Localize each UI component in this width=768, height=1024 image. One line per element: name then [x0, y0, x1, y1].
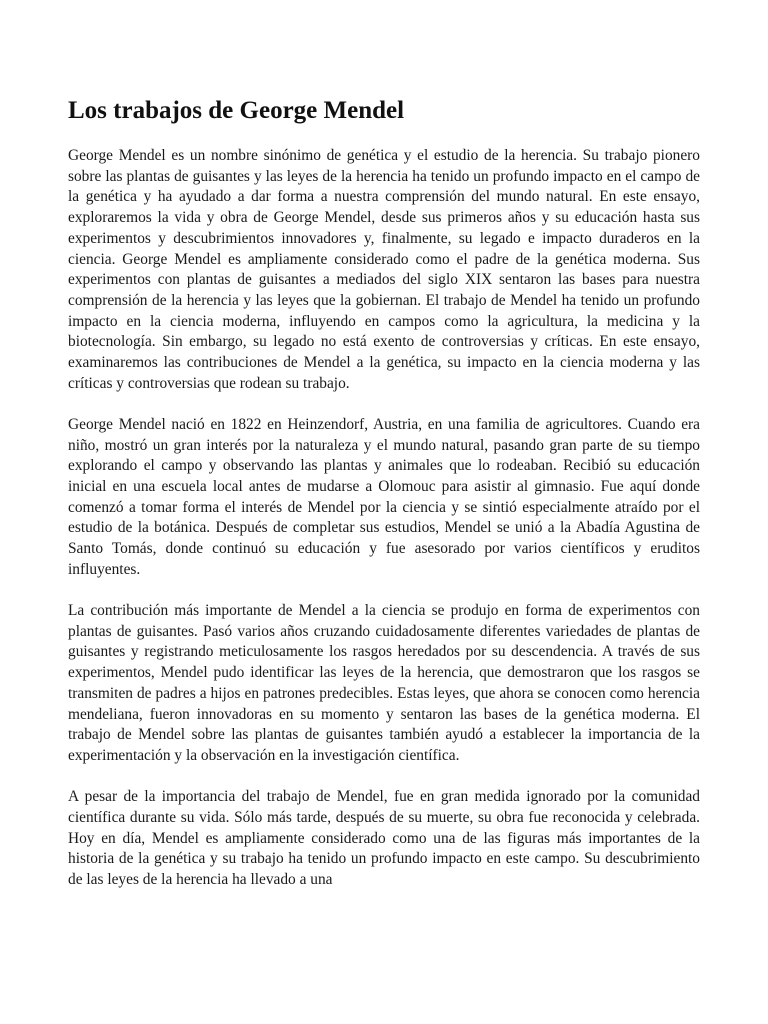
paragraph-pea-experiments: La contribución más importante de Mendel a la ciencia se produjo en forma de experimentos con plantas de guisantes. Pasó varios años cruzando cuidadosamente diferentes variedades de plantas de guisantes y registrando meticulosamente los rasgos heredados por su descendencia. A través de sus experimentos, Mendel pudo identificar las leyes de la herencia, que demostraron que los rasgos se transmiten de padres a hijos en patrones predecibles. Estas leyes, que ahora se conocen como herencia mendeliana, fueron innovadoras en su momento y sentaron las bases de la genética moderna. El trabajo de Mendel sobre las plantas de guisantes también ayudó a establecer la importancia de la experimentación y la observación en la investigación científica.	[68, 602, 700, 764]
paragraph-introduction: George Mendel es un nombre sinónimo de genética y el estudio de la herencia. Su trabajo pionero sobre las plantas de guisantes y las leyes de la herencia ha tenido un profundo impacto en el campo de la genética y ha ayudado a dar forma a nuestra comprensión del mundo natural. En este ensayo, exploraremos la vida y obra de George Mendel, desde sus primeros años y su educación hasta sus experimentos y descubrimientos innovadores y, finalmente, su legado e impacto duraderos en la ciencia. George Mendel es ampliamente considerado como el padre de la genética moderna. Sus experimentos con plantas de guisantes a mediados del siglo XIX sentaron las bases para nuestra comprensión de la herencia y las leyes que la gobiernan. El trabajo de Mendel ha tenido un profundo impacto en la ciencia moderna, influyendo en campos como la agricultura, la medicina y la biotecnología. Sin embargo, su legado no está exento de controversias y críticas. En este ensayo, examinaremos las contribuciones de Mendel a la genética, su impacto en la ciencia moderna y las críticas y controversias que rodean su trabajo.	[68, 147, 700, 392]
document-title: Los trabajos de George Mendel	[68, 97, 405, 124]
paragraph-early-life: George Mendel nació en 1822 en Heinzendorf, Austria, en una familia de agricultores. Cuando era niño, mostró un gran interés por la naturaleza y el mundo natural, pasando gran parte de su tiempo explorando el campo y observando las plantas y animales que lo rodeaban. Recibió su educación inicial en una escuela local antes de mudarse a Olomouc para asistir al gimnasio. Fue aquí donde comenzó a tomar forma el interés de Mendel por la ciencia y se sintió especialmente atraído por el estudio de la botánica. Después de completar sus estudios, Mendel se unió a la Abadía Agustina de Santo Tomás, donde continuó su educación y fue asesorado por varios científicos y eruditos influyentes.	[68, 415, 700, 578]
paragraph-legacy: A pesar de la importancia del trabajo de Mendel, fue en gran medida ignorado por la comunidad científica durante su vida. Sólo más tarde, después de su muerte, su obra fue reconocida y celebrada. Hoy en día, Mendel es ampliamente considerado como una de las figuras más importantes de la historia de la genética y su trabajo ha tenido un profundo impacto en este campo. Su descubrimiento de las leyes de la herencia ha llevado a una	[68, 788, 700, 888]
